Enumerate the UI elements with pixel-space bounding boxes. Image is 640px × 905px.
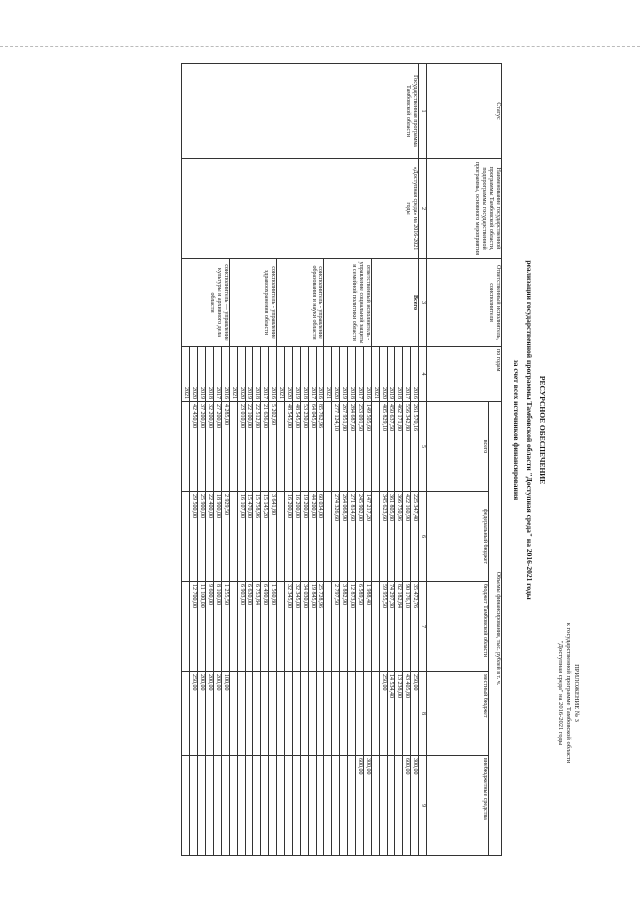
local-cell bbox=[261, 672, 269, 756]
extra-cell bbox=[198, 756, 206, 856]
local-cell: 250,00 bbox=[190, 672, 198, 756]
extra-cell bbox=[277, 756, 285, 856]
federal-cell: 60 034,00 bbox=[316, 492, 324, 582]
federal-cell: 29 500,00 bbox=[190, 492, 198, 582]
local-cell bbox=[292, 672, 300, 756]
regional-cell bbox=[277, 582, 285, 672]
local-cell bbox=[253, 672, 261, 756]
local-cell bbox=[363, 672, 371, 756]
regional-cell: 74 297,30 bbox=[387, 582, 395, 672]
year-cell: 2018 bbox=[300, 347, 308, 402]
total-cell: 64 045,00 bbox=[308, 402, 316, 492]
total-cell: 22 100,00 bbox=[245, 402, 253, 492]
total-cell: 450 637,50 bbox=[387, 402, 395, 492]
column-number: 9 bbox=[419, 756, 427, 856]
local-cell bbox=[237, 672, 245, 756]
total-cell: 22 512,80 bbox=[253, 402, 261, 492]
appendix-number: ПРИЛОЖЕНИЕ № 3 bbox=[573, 664, 580, 722]
header-local: местный бюджет bbox=[427, 672, 489, 756]
extra-cell bbox=[269, 756, 277, 856]
executor-cell: Всего bbox=[371, 259, 418, 347]
regional-cell: 32 345,00 bbox=[284, 582, 292, 672]
extra-cell bbox=[324, 756, 332, 856]
year-cell: 2021 bbox=[371, 347, 379, 402]
extra-cell: 600,00 bbox=[403, 756, 411, 856]
federal-cell: 15 470,00 bbox=[245, 492, 253, 582]
federal-cell bbox=[182, 492, 190, 582]
total-cell bbox=[229, 402, 237, 492]
executor-cell: соисполнитель — управление культуры и архивного дела области bbox=[182, 259, 229, 347]
extra-cell bbox=[206, 756, 214, 856]
local-cell: 100,00 bbox=[221, 672, 229, 756]
year-cell: 2019 bbox=[245, 347, 253, 402]
regional-cell bbox=[324, 582, 332, 672]
federal-cell: 3 641,80 bbox=[269, 492, 277, 582]
header-regional: бюджет Тамбовской области bbox=[427, 582, 489, 672]
regional-cell: 6 589,50 bbox=[355, 582, 363, 672]
extra-cell bbox=[348, 756, 356, 856]
regional-cell: 1 255,50 bbox=[221, 582, 229, 672]
total-cell bbox=[371, 402, 379, 492]
executor-cell: ответственный исполнитель - управление социальной защиты и семейной политики области bbox=[324, 259, 371, 347]
appendix-block bbox=[556, 543, 580, 843]
table-body bbox=[182, 64, 419, 856]
year-cell: 2021 bbox=[277, 347, 285, 402]
document-title: РЕСУРСНОЕ ОБЕСПЕЧЕНИЕ bbox=[538, 375, 547, 485]
federal-cell: 19 200,00 bbox=[300, 492, 308, 582]
total-cell: 253 091,50 bbox=[355, 402, 363, 492]
regional-cell bbox=[229, 582, 237, 672]
regional-cell: 2 797,50 bbox=[332, 582, 340, 672]
header-volume: Объемы финансирования, тыс. рублей в т. ч. bbox=[489, 402, 502, 856]
regional-cell: 1 560,80 bbox=[269, 582, 277, 672]
federal-cell: 15 758,96 bbox=[253, 492, 261, 582]
total-cell: 53 230,00 bbox=[300, 402, 308, 492]
federal-cell: 271 814,60 bbox=[348, 492, 356, 582]
column-number: 1 bbox=[419, 64, 427, 159]
year-cell: 2018 bbox=[395, 347, 403, 402]
year-cell: 2016 bbox=[221, 347, 229, 402]
header-total: всего bbox=[427, 402, 489, 492]
year-cell: 2019 bbox=[292, 347, 300, 402]
local-cell bbox=[340, 672, 348, 756]
local-cell: 250,00 bbox=[411, 672, 419, 756]
extra-cell bbox=[237, 756, 245, 856]
local-cell bbox=[324, 672, 332, 756]
local-cell bbox=[269, 672, 277, 756]
document-subtitle: реализации государственной программы Тамбовской области "Доступная среда" на 2016-2021 годы bbox=[525, 260, 535, 600]
extra-cell bbox=[387, 756, 395, 856]
federal-cell bbox=[324, 492, 332, 582]
extra-cell bbox=[332, 756, 340, 856]
local-cell bbox=[277, 672, 285, 756]
regional-cell: 90 176,10 bbox=[403, 582, 411, 672]
header-federal: федеральный бюджет bbox=[427, 492, 489, 582]
extra-cell bbox=[253, 756, 261, 856]
local-cell bbox=[308, 672, 316, 756]
column-number: 5 bbox=[419, 402, 427, 492]
resource-table bbox=[181, 63, 502, 856]
local-cell: 200,00 bbox=[213, 672, 221, 756]
extra-cell bbox=[221, 756, 229, 856]
year-cell: 2017 bbox=[355, 347, 363, 402]
regional-cell: 19 845,00 bbox=[308, 582, 316, 672]
total-cell: 42 450,00 bbox=[190, 402, 198, 492]
regional-cell: 32 345,00 bbox=[292, 582, 300, 672]
year-cell: 2016 bbox=[363, 347, 371, 402]
federal-cell: 16 200,00 bbox=[284, 492, 292, 582]
year-cell: 2019 bbox=[387, 347, 395, 402]
regional-cell: 25 728,96 bbox=[316, 582, 324, 672]
total-cell: 48 545,00 bbox=[292, 402, 300, 492]
total-cell: 462 171,80 bbox=[395, 402, 403, 492]
local-cell bbox=[229, 672, 237, 756]
federal-cell: 422 160,90 bbox=[403, 492, 411, 582]
year-cell: 2016 bbox=[316, 347, 324, 402]
year-cell: 2017 bbox=[403, 347, 411, 402]
column-number: 8 bbox=[419, 672, 427, 756]
appendix-ref-line: "Доступная среда" на 2016-2021 годы bbox=[556, 640, 564, 746]
year-cell: 2017 bbox=[308, 347, 316, 402]
federal-cell bbox=[229, 492, 237, 582]
extra-cell bbox=[300, 756, 308, 856]
extra-cell bbox=[308, 756, 316, 856]
status-cell: Государственная программа Тамбовской области bbox=[182, 64, 419, 159]
total-cell: 5 202,60 bbox=[269, 402, 277, 492]
executor-cell: соисполнитель - управление здравоохранения области bbox=[229, 259, 276, 347]
total-cell: 21 636,00 bbox=[261, 402, 269, 492]
year-cell: 2020 bbox=[332, 347, 340, 402]
local-cell: 43 405,80 bbox=[403, 672, 411, 756]
year-cell: 2016 bbox=[411, 347, 419, 402]
header-status: Статус bbox=[427, 64, 502, 159]
federal-cell bbox=[371, 492, 379, 582]
local-cell bbox=[355, 672, 363, 756]
header-extra: внебюджетные средства bbox=[427, 756, 489, 856]
extra-cell bbox=[284, 756, 292, 856]
table-row bbox=[411, 64, 419, 856]
document-subtitle-2: за счет всех источников финансирования bbox=[512, 359, 522, 501]
year-cell: 2020 bbox=[190, 347, 198, 402]
local-cell: 200,00 bbox=[206, 672, 214, 756]
federal-cell: 44 200,00 bbox=[308, 492, 316, 582]
total-cell: 149 505,60 bbox=[363, 402, 371, 492]
regional-cell: 12 700,00 bbox=[190, 582, 198, 672]
year-cell: 2018 bbox=[253, 347, 261, 402]
local-cell bbox=[371, 672, 379, 756]
regional-cell: 34 030,00 bbox=[300, 582, 308, 672]
regional-cell: 1 988,40 bbox=[363, 582, 371, 672]
year-cell: 2018 bbox=[348, 347, 356, 402]
regional-cell: 8 100,00 bbox=[213, 582, 221, 672]
federal-cell: 274 326,60 bbox=[332, 492, 340, 582]
regional-cell: 6 490,80 bbox=[261, 582, 269, 672]
local-cell bbox=[300, 672, 308, 756]
column-number-row bbox=[419, 64, 427, 856]
local-cell bbox=[284, 672, 292, 756]
federal-cell: 345 623,60 bbox=[379, 492, 387, 582]
total-cell bbox=[277, 402, 285, 492]
total-cell bbox=[324, 402, 332, 492]
extra-cell bbox=[316, 756, 324, 856]
year-cell: 2019 bbox=[198, 347, 206, 402]
program-name-cell: «Доступная среда» на 2016-2021 годы bbox=[182, 159, 419, 259]
federal-cell: 2 929,50 bbox=[221, 492, 229, 582]
federal-cell: 147 217,20 bbox=[363, 492, 371, 582]
total-cell: 37 200,00 bbox=[198, 402, 206, 492]
regional-cell: 82 182,84 bbox=[395, 582, 403, 672]
extra-cell bbox=[245, 756, 253, 856]
year-cell: 2019 bbox=[340, 347, 348, 402]
total-cell: 32 200,00 bbox=[206, 402, 214, 492]
federal-cell bbox=[277, 492, 285, 582]
total-cell: 48 545,00 bbox=[284, 402, 292, 492]
federal-cell: 15 145,20 bbox=[261, 492, 269, 582]
extra-cell bbox=[379, 756, 387, 856]
total-cell: 556 342,80 bbox=[403, 402, 411, 492]
total-cell: 261 570,16 bbox=[411, 402, 419, 492]
federal-cell: 25 900,00 bbox=[198, 492, 206, 582]
regional-cell: 3 882,90 bbox=[340, 582, 348, 672]
column-number: 6 bbox=[419, 492, 427, 582]
federal-cell: 264 068,90 bbox=[340, 492, 348, 582]
total-cell: 277 124,10 bbox=[332, 402, 340, 492]
year-cell: 2017 bbox=[213, 347, 221, 402]
year-cell: 2020 bbox=[379, 347, 387, 402]
extra-cell: 300,00 bbox=[363, 756, 371, 856]
extra-cell: 600,00 bbox=[355, 756, 363, 856]
local-cell: 14 534,40 bbox=[387, 672, 395, 756]
total-cell: 27 200,00 bbox=[213, 402, 221, 492]
year-cell: 2020 bbox=[284, 347, 292, 402]
federal-cell: 361 805,80 bbox=[387, 492, 395, 582]
year-cell: 2018 bbox=[206, 347, 214, 402]
local-cell: 13 238,00 bbox=[395, 672, 403, 756]
extra-cell bbox=[261, 756, 269, 856]
extra-cell bbox=[395, 756, 403, 856]
header-name: Наименование государственной программы Тамбовской области, подпрограммы государственной программы, основного мероприятия bbox=[427, 159, 502, 259]
regional-cell: 11 100,00 bbox=[198, 582, 206, 672]
executor-cell: соисполнитель - управление образования и науки области bbox=[277, 259, 324, 347]
extra-cell bbox=[190, 756, 198, 856]
local-cell bbox=[245, 672, 253, 756]
extra-cell bbox=[371, 756, 379, 856]
federal-cell: 245 902,00 bbox=[355, 492, 363, 582]
year-cell: 2021 bbox=[324, 347, 332, 402]
regional-cell bbox=[182, 582, 190, 672]
federal-cell: 18 900,00 bbox=[213, 492, 221, 582]
local-cell bbox=[332, 672, 340, 756]
column-number: 3 bbox=[419, 259, 427, 347]
federal-cell: 16 107,00 bbox=[237, 492, 245, 582]
local-cell bbox=[348, 672, 356, 756]
year-cell: 2016 bbox=[269, 347, 277, 402]
regional-cell: 35 472,76 bbox=[411, 582, 419, 672]
federal-cell: 16 200,00 bbox=[292, 492, 300, 582]
local-cell: 200,00 bbox=[198, 672, 206, 756]
extra-cell bbox=[292, 756, 300, 856]
total-cell: 85 762,96 bbox=[316, 402, 324, 492]
total-cell: 405 829,10 bbox=[379, 402, 387, 492]
federal-cell: 225 347,40 bbox=[411, 492, 419, 582]
year-cell: 2017 bbox=[261, 347, 269, 402]
local-cell bbox=[316, 672, 324, 756]
local-cell: 250,00 bbox=[379, 672, 387, 756]
federal-cell: 22 400,00 bbox=[206, 492, 214, 582]
local-cell bbox=[182, 672, 190, 756]
column-number: 4 bbox=[419, 347, 427, 402]
extra-cell bbox=[340, 756, 348, 856]
regional-cell: 6 753,84 bbox=[253, 582, 261, 672]
header-year: по годам bbox=[427, 347, 502, 402]
extra-cell bbox=[213, 756, 221, 856]
extra-cell bbox=[182, 756, 190, 856]
year-cell: 2020 bbox=[237, 347, 245, 402]
column-number: 2 bbox=[419, 159, 427, 259]
document-heading bbox=[510, 110, 548, 750]
regional-cell: 9 600,00 bbox=[206, 582, 214, 672]
regional-cell: 6 903,00 bbox=[237, 582, 245, 672]
total-cell: 4 285,00 bbox=[221, 402, 229, 492]
header-executor: Ответственный исполнитель, соисполнители bbox=[427, 259, 502, 347]
column-number: 7 bbox=[419, 582, 427, 672]
extra-cell bbox=[229, 756, 237, 856]
regional-cell: 59 955,50 bbox=[379, 582, 387, 672]
year-cell: 2021 bbox=[182, 347, 190, 402]
total-cell: 23 010,00 bbox=[237, 402, 245, 492]
total-cell bbox=[182, 402, 190, 492]
year-cell: 2021 bbox=[229, 347, 237, 402]
extra-cell: 300,00 bbox=[411, 756, 419, 856]
regional-cell: 6 630,00 bbox=[245, 582, 253, 672]
appendix-ref-line: к государственной программе Тамбовской области bbox=[564, 622, 572, 764]
regional-cell: 12 873,00 bbox=[348, 582, 356, 672]
total-cell: 284 687,60 bbox=[348, 402, 356, 492]
federal-cell: 366 750,96 bbox=[395, 492, 403, 582]
regional-cell bbox=[371, 582, 379, 672]
total-cell: 267 951,80 bbox=[340, 402, 348, 492]
